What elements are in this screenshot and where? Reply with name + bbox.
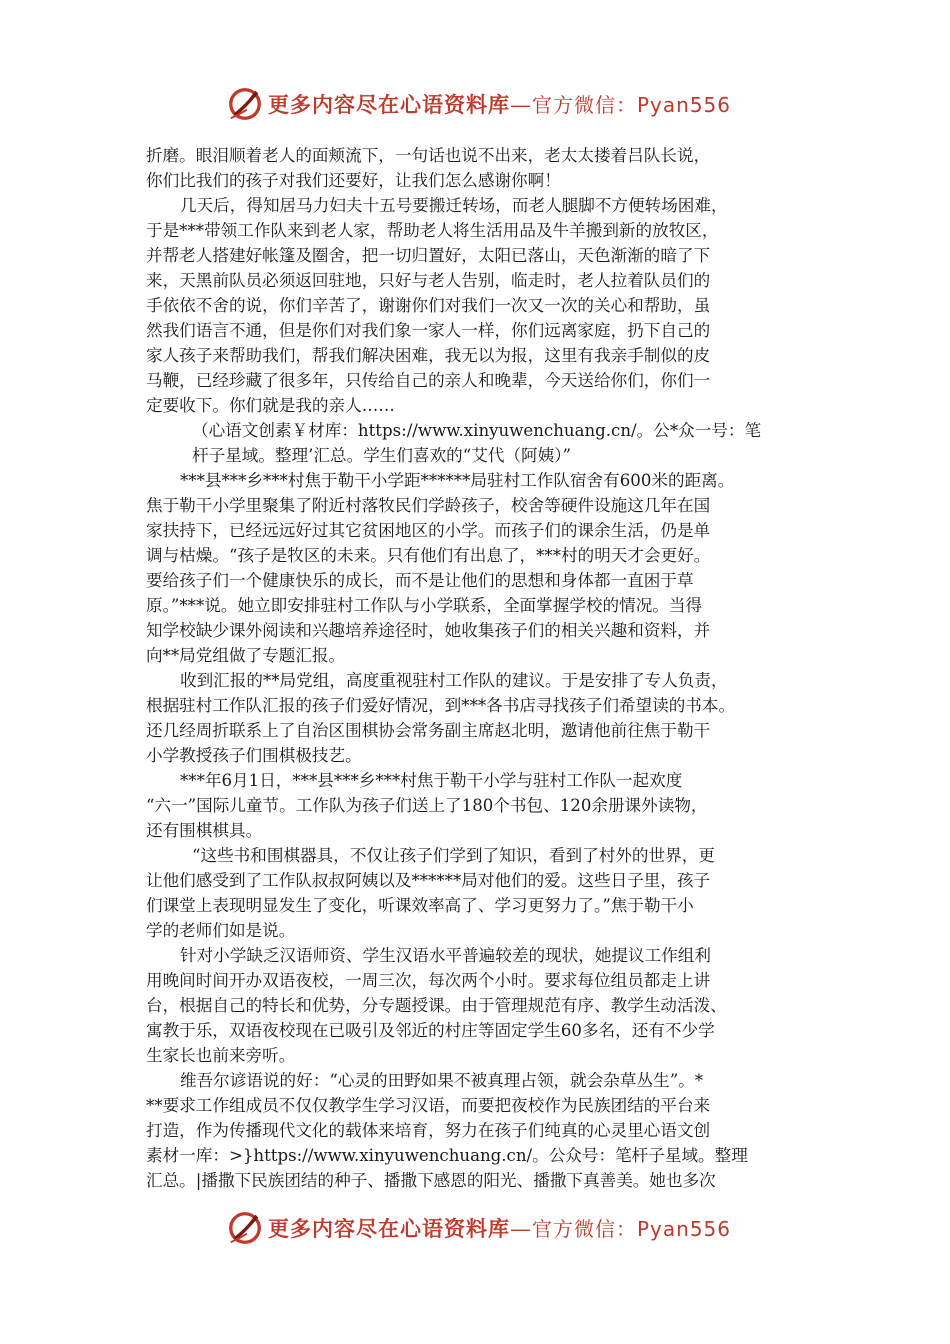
text-line: 汇总。|播撒下民族团结的种子、播撒下感恩的阳光、播撒下真善美。她也多次: [146, 1171, 716, 1190]
text-line: ***年6月1日，***县***乡***村焦于勒干小学与驻村工作队一起欢度: [180, 771, 683, 790]
text-line: 来，天黑前队员必须返回驻地，只好与老人告别，临走时，老人拉着队员们的: [146, 271, 711, 290]
text-line: 原。”***说。她立即安排驻村工作队与小学联系，全面掌握学校的情况。当得: [146, 596, 703, 615]
text-line: 们课堂上表现明显发生了变化，听课效率高了、学习更努力了。”焦于勒干小: [146, 896, 694, 915]
pen-logo-icon: [226, 1209, 264, 1247]
banner-separator: —: [510, 93, 532, 117]
text-line: 维吾尔谚语说的好：“心灵的田野如果不被真理占领，就会杂草丛生”。*: [180, 1071, 704, 1090]
text-line: 向**局党组做了专题汇报。: [146, 646, 346, 665]
text-line: 素材一库：>}https://www.xinyuwenchuang.cn/。公众号：笔杆子星域。整理: [146, 1146, 748, 1165]
text-line: 折磨。眼泪顺着老人的面颊流下，一句话也说不出来，老太太搂着吕队长说，: [146, 146, 711, 165]
text-line: 还几经周折联系上了自治区围棋协会常务副主席赵北明，邀请他前往焦于勒干: [146, 721, 711, 740]
text-line: 学的老师们如是说。: [146, 921, 296, 940]
text-line: 还有围棋棋具。: [146, 821, 263, 840]
text-line: 知学校缺少课外阅读和兴趣培养途径时，她收集孩子们的相关兴趣和资料，并: [146, 621, 711, 640]
text-line: 几天后，得知居马力妇夫十五号要搬迁转场，而老人腿脚不方便转场困难，: [180, 196, 728, 215]
text-line: “六一”国际儿童节。工作队为孩子们送上了180个书包、120余册课外读物，: [146, 796, 708, 815]
text-line: 收到汇报的**局党组，高度重视驻村工作队的建议。于是安排了专人负责，: [180, 671, 728, 690]
text-line: 于是***带领工作队来到老人家，帮助老人将生活用品及牛羊搬到新的放牧区，: [146, 221, 719, 240]
banner-contact: 官方微信：Pyan556: [532, 93, 732, 117]
text-line: 定要收下。你们就是我的亲人……: [146, 396, 395, 415]
text-line: 焦于勒干小学里聚集了附近村落牧民们学龄孩子，校舍等硬件设施这几年在国: [146, 496, 711, 515]
document-body: [146, 143, 814, 1193]
text-line: 用晚间时间开办双语夜校，一周三次，每次两个小时。要求每位组员都走上讲: [146, 971, 711, 990]
text-line: 针对小学缺乏汉语师资、学生汉语水平普遍较差的现状，她提议工作组利: [180, 946, 711, 965]
text-line: （心语文创素￥材库：https://www.xinyuwenchuang.cn/。公*众一号：笔: [192, 421, 762, 440]
text-line: 你们比我们的孩子对我们还要好，让我们怎么感谢你啊！: [146, 171, 561, 190]
text-line: **要求工作组成员不仅仅教学生学习汉语，而要把夜校作为民族团结的平台来: [146, 1096, 711, 1115]
text-line: 并帮老人搭建好帐篷及圈舍，把一切归置好，太阳已落山，天色渐渐的暗了下: [146, 246, 711, 265]
banner-title: 更多内容尽在心语资料库: [268, 92, 510, 117]
text-line: 手依依不舍的说，你们辛苦了，谢谢你们对我们一次又一次的关心和帮助，虽: [146, 296, 711, 315]
text-line: 然我们语言不通，但是你们对我们象一家人一样，你们远离家庭，扔下自己的: [146, 321, 711, 340]
text-line: 根据驻村工作队汇报的孩子们爱好情况，到***各书店寻找孩子们希望读的书本。: [146, 696, 736, 715]
footer-banner: [226, 1208, 746, 1248]
text-line: 调与枯燥。“孩子是牧区的未来。只有他们有出息了，***村的明天才会更好。: [146, 546, 711, 565]
text-line: 家扶持下，已经远远好过其它贫困地区的小学。而孩子们的课余生活，仍是单: [146, 521, 711, 540]
text-line: 要给孩子们一个健康快乐的成长，而不是让他们的思想和身体都一直困于草: [146, 571, 694, 590]
text-line: 小学教授孩子们围棋极技艺。: [146, 746, 362, 765]
text-line: 打造，作为传播现代文化的载体来培育，努力在孩子们纯真的心灵里心语文创: [146, 1121, 711, 1140]
header-banner: [226, 84, 746, 124]
banner-contact: 官方微信：Pyan556: [532, 1217, 732, 1241]
text-line: “这些书和围棋器具，不仅让孩子们学到了知识，看到了村外的世界，更: [192, 846, 715, 865]
text-line: 让他们感受到了工作队叔叔阿姨以及******局对他们的爱。这些日子里，孩子: [146, 871, 711, 890]
text-line: 家人孩子来帮助我们，帮我们解决困难，我无以为报，这里有我亲手制似的皮: [146, 346, 711, 365]
text-line: 杆子星域。整理’汇总。学生们喜欢的“艾代（阿姨）”: [192, 446, 572, 465]
banner-title: 更多内容尽在心语资料库: [268, 1216, 510, 1241]
text-line: 马鞭，已经珍藏了很多年，只传给自己的亲人和晚辈，今天送给你们，你们一: [146, 371, 711, 390]
pen-logo-icon: [226, 85, 264, 123]
text-line: ***县***乡***村焦于勒干小学距******局驻村工作队宿舍有600米的距离。: [180, 471, 735, 490]
text-line: 寓教于乐，双语夜校现在已吸引及邻近的村庄等固定学生60多名，还有不少学: [146, 1021, 715, 1040]
text-line: 台，根据自己的特长和优势，分专题授课。由于管理规范有序、教学生动活泼、: [146, 996, 727, 1015]
text-line: 生家长也前来旁听。: [146, 1046, 296, 1065]
banner-separator: —: [510, 1217, 532, 1241]
